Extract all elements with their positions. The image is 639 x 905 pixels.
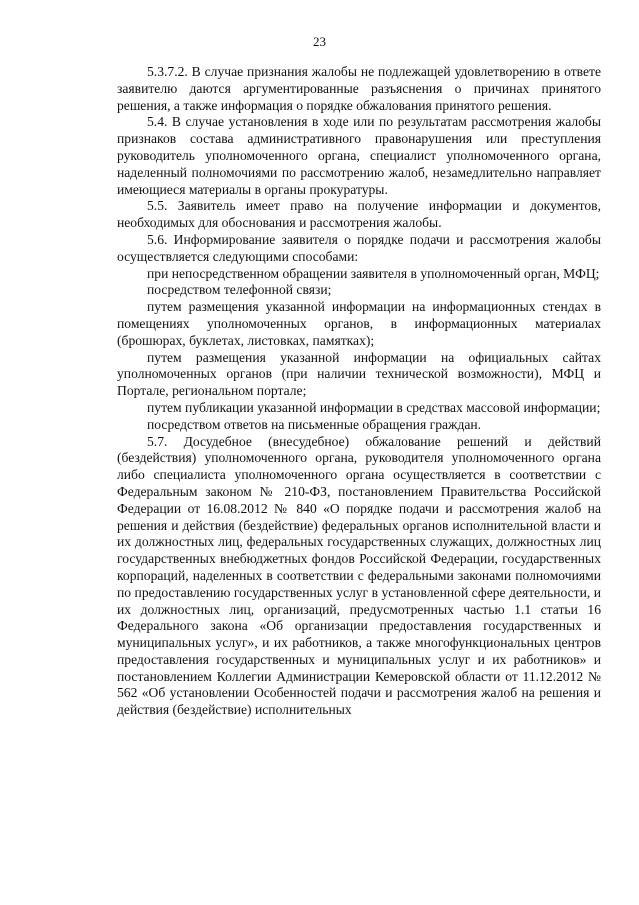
list-item-info-stands: путем размещения указанной информации на информационных стендах в помещениях уполномоченных органов, в информационных материалах (брошюрах, буклетах, листовках, памятках); — [117, 299, 601, 348]
paragraph-5-6: 5.6. Информирование заявителя о порядке подачи и рассмотрения жалобы осуществляется следующими способами: — [117, 231, 601, 264]
list-item-mass-media: путем публикации указанной информации в средствах массовой информации; — [147, 399, 601, 415]
list-item-official-sites: путем размещения указанной информации на официальных сайтах уполномоченных органов (при наличии технической возможности), МФЦ и Портале, региональном портале; — [117, 349, 601, 399]
paragraph-5-4: 5.4. В случае установления в ходе или по результатам рассмотрения жалобы признаков состава административного правонарушения или преступления руководитель уполномоченного органа, специалист уполномоченного органа, наделенный полномочиями по рассмотрению жалоб, незамедлительно направляет имеющиеся материалы в органы прокуратуры. — [117, 114, 601, 197]
paragraph-5-3-7-2: 5.3.7.2. В случае признания жалобы не подлежащей удовлетворению в ответе заявителю даются аргументированные разъяснения о причинах принятого решения, а также информация о порядке обжалования принятого решения. — [117, 64, 601, 113]
paragraph-5-7: 5.7. Досудебное (внесудебное) обжалование решений и действий (бездействия) уполномоченного органа, руководителя уполномоченного органа либо специалиста уполномоченного органа осуществляется в соответствии с Федеральным законом № 210-ФЗ, постановлением Правительства Российской Федерации от 16.08.2012 № 840 «О порядке подачи и рассмотрения жалоб на решения и действия (бездействие) федеральных органов исполнительной власти и их должностных лиц, федеральных государственных служащих, должностных лиц государственных внебюджетных фондов Российской Федерации, государственных корпораций, наделенных в соответствии с федеральными законами полномочиями по предоставлению государственных услуг в установленной сфере деятельности, и их должностных лиц, организаций, предусмотренных частью 1.1 статьи 16 Федерального закона «Об организации предоставления государственных и муниципальных услуг», и их работников, а также многофункциональных центров предоставления государственных и муниципальных услуг и их работников» и постановлением Коллегии Администрации Кемеровской области от 11.12.2012 № 562 «Об установлении Особенностей подачи и рассмотрения жалоб на решения и действия (бездействие) исполнительных — [117, 433, 601, 718]
page-number: 23 — [313, 34, 326, 49]
list-item-direct-appeal: при непосредственном обращении заявителя в уполномоченный орган, МФЦ; — [147, 265, 600, 281]
paragraph-5-5: 5.5. Заявитель имеет право на получение информации и документов, необходимых для обоснования и рассмотрения жалобы. — [117, 198, 601, 231]
list-item-telephone: посредством телефонной связи; — [147, 282, 332, 298]
document-body — [117, 64, 601, 719]
list-item-written-replies: посредством ответов на письменные обращения граждан. — [147, 416, 482, 432]
